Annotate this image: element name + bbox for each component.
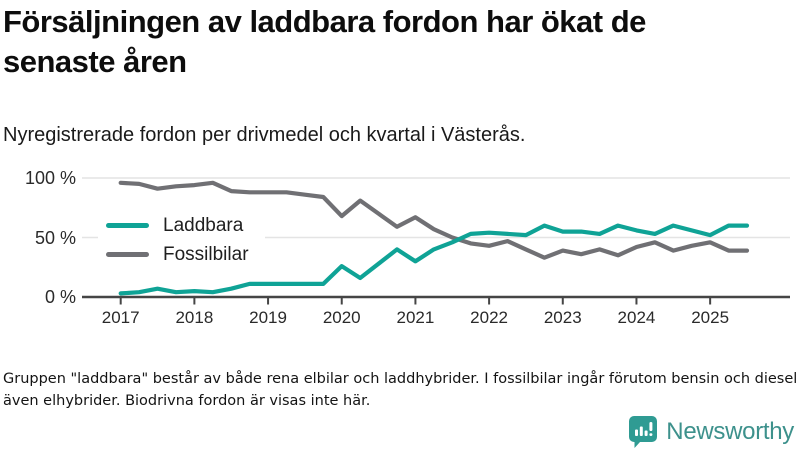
newsworthy-logo[interactable] bbox=[629, 416, 794, 448]
x-tick-label: 2023 bbox=[543, 308, 582, 327]
footnote: Gruppen "laddbara" består av både rena elbilar och laddhybrider. I fossilbilar ingår förutom bensin och diesel även elhybrider. Biodrivna fordon är visas inte här. bbox=[3, 371, 798, 409]
brand-name: Newsworthy bbox=[666, 418, 794, 445]
page-title: Försäljningen av laddbara fordon har ökat de senaste åren bbox=[3, 4, 646, 79]
y-tick-label: 0 % bbox=[44, 287, 76, 307]
legend-label: Fossilbilar bbox=[163, 243, 249, 265]
x-tick-label: 2022 bbox=[470, 308, 508, 327]
chart-subtitle: Nyregistrerade fordon per drivmedel och kvartal i Västerås. bbox=[3, 124, 526, 146]
legend-item-fossilbilar bbox=[106, 242, 249, 267]
y-tick-label: 100 % bbox=[24, 168, 76, 188]
chart-legend bbox=[98, 208, 265, 274]
legend-item-laddbara bbox=[106, 213, 249, 238]
x-tick-label: 2017 bbox=[101, 308, 140, 327]
x-tick-label: 2024 bbox=[617, 308, 656, 327]
x-tick-label: 2020 bbox=[322, 308, 361, 327]
x-tick-label: 2018 bbox=[175, 308, 214, 327]
newsworthy-bubble-chart-icon bbox=[629, 416, 657, 448]
y-tick-label: 50 % bbox=[34, 227, 76, 248]
laddbara-swatch-icon bbox=[106, 223, 149, 228]
legend-label: Laddbara bbox=[163, 214, 244, 236]
x-tick-label: 2019 bbox=[249, 308, 287, 327]
x-tick-label: 2021 bbox=[396, 308, 435, 327]
x-tick-label: 2025 bbox=[691, 308, 730, 327]
fossilbilar-swatch-icon bbox=[106, 252, 149, 257]
